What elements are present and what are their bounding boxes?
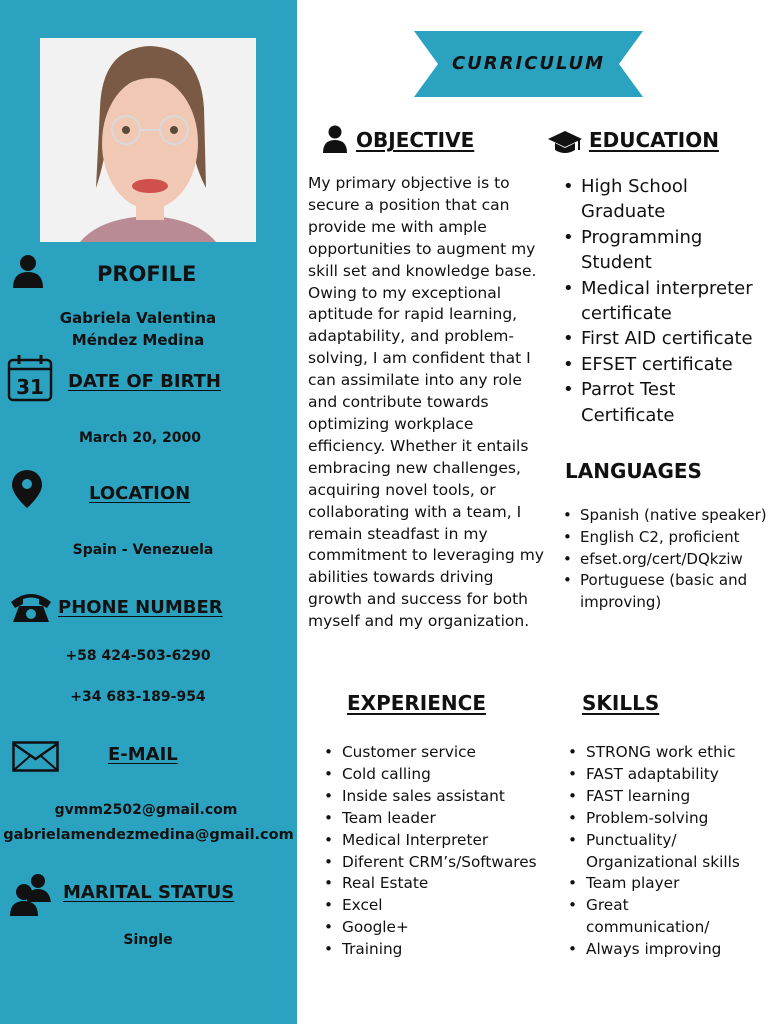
list-item: • Always improving	[566, 939, 756, 961]
person-icon	[323, 125, 347, 153]
dob-value: March 20, 2000	[78, 430, 202, 446]
list-item: • FAST learning	[566, 786, 756, 808]
education-list	[561, 174, 768, 428]
list-item: • EFSET certificate	[561, 352, 768, 377]
location-title: LOCATION	[89, 483, 191, 504]
list-item: • Team leader	[322, 808, 562, 830]
list-item: • First AID certificate	[561, 326, 768, 351]
objective-title: OBJECTIVE	[356, 128, 475, 152]
person-icon	[13, 254, 43, 288]
profile-name-line2: Méndez Medina	[71, 331, 205, 349]
curriculum-banner-text: CURRICULUM	[451, 53, 606, 74]
phone-number-1: +58 424-503-6290	[65, 648, 211, 664]
list-item: • English C2, proficient	[561, 527, 768, 549]
email-address-1: gvmm2502@gmail.com	[54, 802, 238, 818]
location-value: Spain - Venezuela	[72, 542, 214, 558]
list-item: • High School Graduate	[561, 174, 768, 225]
calendar-icon	[7, 354, 53, 402]
list-item: • Excel	[322, 895, 562, 917]
svg-text:31: 31	[16, 375, 44, 399]
skills-list	[566, 742, 756, 961]
experience-title: EXPERIENCE	[347, 691, 486, 715]
list-item: • Problem-solving	[566, 808, 756, 830]
profile-title: PROFILE	[97, 262, 197, 286]
list-item: • Portuguese (basic and improving)	[561, 570, 768, 614]
marital-title: MARITAL STATUS	[63, 882, 235, 903]
email-address-2: gabrielamendezmedina@gmail.com	[3, 827, 294, 843]
list-item: • Team player	[566, 873, 756, 895]
list-item: • Parrot Test Certificate	[561, 377, 768, 428]
phone-number-2: +34 683-189-954	[70, 689, 206, 705]
list-item: • Training	[322, 939, 562, 961]
dob-title: DATE OF BIRTH	[68, 371, 221, 392]
list-item: • Customer service	[322, 742, 562, 764]
location-pin-icon	[12, 470, 42, 508]
envelope-icon	[12, 741, 59, 772]
email-title: E-MAIL	[108, 744, 178, 765]
group-icon	[9, 872, 53, 916]
graduation-cap-icon	[548, 131, 582, 155]
list-item: • Google+	[322, 917, 562, 939]
list-item: • Real Estate	[322, 873, 562, 895]
list-item: • efset.org/cert/DQkziw	[561, 549, 768, 571]
skills-title: SKILLS	[582, 691, 660, 715]
list-item: • Inside sales assistant	[322, 786, 562, 808]
list-item: • Medical interpreter certificate	[561, 276, 768, 327]
list-item: • Cold calling	[322, 764, 562, 786]
list-item: • Great communication/	[566, 895, 756, 939]
languages-list	[561, 505, 768, 614]
list-item: • Programming Student	[561, 225, 768, 276]
objective-text: My primary objective is to secure a position that can provide me with ample opportunities to augment my skill set and knowledge base. Owing to my exceptional aptitude for rapid learning, adaptability, and problem-solving, I am confident that I can assimilate into any role and contribute towards optimizing workplace efficiency. Whether it entails embracing new challenges, acquiring novel tools, or collaborating with a team, I remain steadfast in my commitment to leveraging my abilities towards driving growth and success for both myself and my organization.	[308, 174, 544, 631]
list-item: • Medical Interpreter	[322, 830, 562, 852]
marital-value: Single	[123, 932, 173, 948]
list-item: • STRONG work ethic	[566, 742, 756, 764]
languages-title: LANGUAGES	[565, 459, 702, 483]
education-title: EDUCATION	[589, 128, 719, 152]
list-item: • FAST adaptability	[566, 764, 756, 786]
profile-name-line1: Gabriela Valentina	[59, 309, 217, 327]
list-item: • Punctuality/ Organizational skills	[566, 830, 756, 874]
profile-photo	[40, 38, 256, 242]
list-item: • Diferent CRM’s/Softwares	[322, 852, 562, 874]
experience-list	[322, 742, 562, 961]
telephone-icon	[9, 590, 53, 624]
phone-title: PHONE NUMBER	[58, 597, 223, 618]
list-item: • Spanish (native speaker)	[561, 505, 768, 527]
